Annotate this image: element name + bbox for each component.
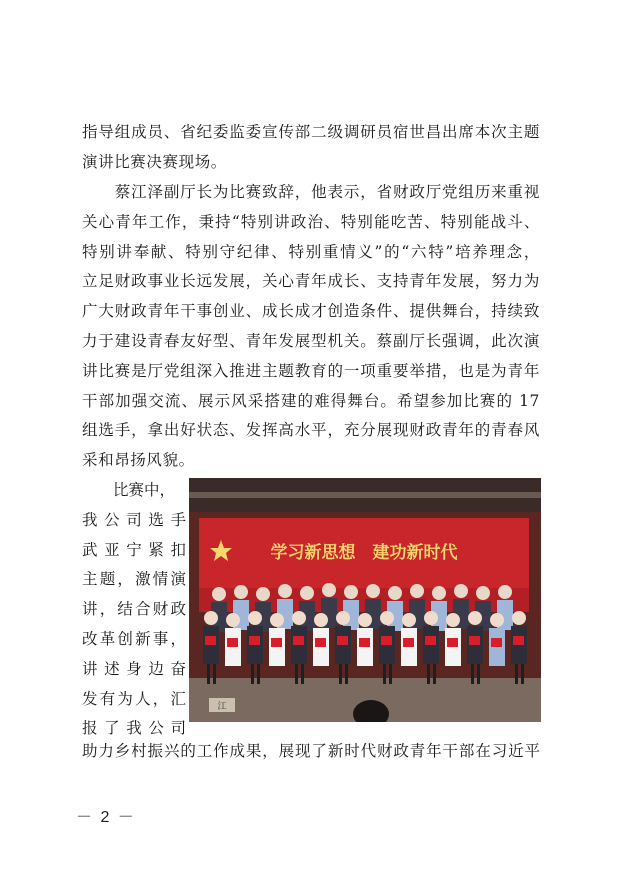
banner-text: 学习新思想 建功新时代 [270,543,458,563]
paragraph-line: 立足财政事业长远发展，关心青年成长、支持青年发展，努力为 [82,272,540,291]
paragraph-line: 助力乡村振兴的工作成果，展现了新时代财政青年干部在习近平 [82,742,540,760]
paragraph-line: 讲比赛是厅党组深入推进主题教育的一项重要举措，也是为青年 [82,361,540,380]
paragraph-line: 讲，结合财政 [82,600,186,619]
paragraph-3-tail [82,737,540,767]
paragraph-line: 报了我公司 [82,719,186,738]
paragraph-line: 改革创新事， [82,629,186,648]
paragraph-line: 广大财政青年干事创业、成长成才创造条件、提供舞台，持续致 [82,302,540,321]
paragraph-line: 特别讲奉献、特别守纪律、特别重情义”的“六特”培养理念， [82,242,540,261]
paragraph-line: 力于建设青春友好型、青年发展型机关。蔡副厅长强调，此次演 [82,331,540,350]
group-photo [189,478,541,722]
paragraph-line: 主题，激情演 [82,570,186,589]
paragraph-line: 采和昂扬风貌。 [82,451,195,470]
paragraph-line: 讲述身边奋 [82,659,186,678]
page-number: － 2 － [76,809,136,826]
paragraph-line: 蔡江泽副厅长为比赛致辞，他表示，省财政厅党组历来重视 [82,183,540,201]
paragraph-line: 关心青年工作，秉持“特别讲政治、特别能吃苦、特别能战斗、 [82,212,540,231]
paragraph-3-column [82,476,186,744]
photo-group-image [189,478,541,722]
paragraph-1 [82,118,540,178]
paragraph-line: 干部加强交流、展示风采搭建的难得舞台。希望参加比赛的 17 [82,391,540,410]
paragraph-line: 我公司选手 [82,510,186,529]
paragraph-line: 发有为人，汇 [82,689,186,708]
paragraph-line: 武亚宁紧扣 [82,540,186,559]
paragraph-line: 组选手，拿出好状态、发挥高水平，充分展现财政青年的青春风 [82,421,540,440]
stage-label: 江 [217,702,227,712]
paragraph-line: 演讲比赛决赛现场。 [82,152,227,171]
paragraph-2 [82,178,540,476]
paragraph-line: 指导组成员、省纪委监委宣传部二级调研员宿世昌出席本次主题 [82,123,540,141]
paragraph-line: 比赛中， [82,481,176,499]
